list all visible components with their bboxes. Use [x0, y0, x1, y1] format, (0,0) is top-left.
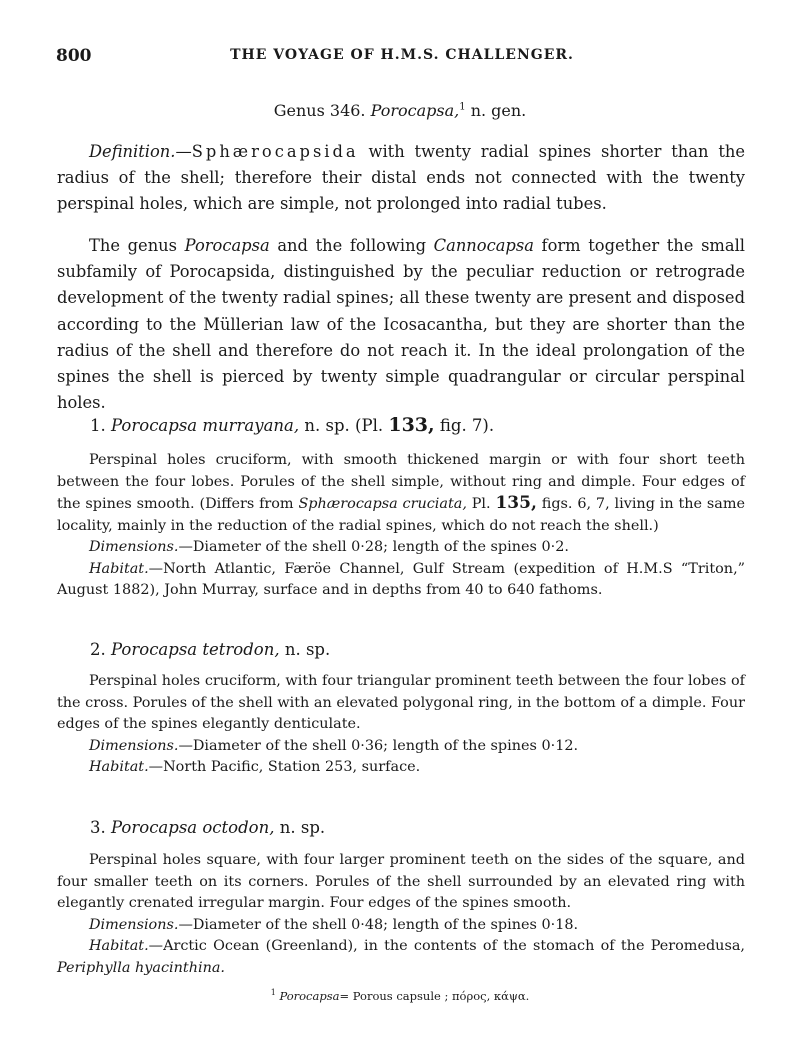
definition-dash: —: [175, 142, 192, 161]
dimensions-label: Dimensions.: [89, 737, 179, 754]
species-2-dimensions: [57, 736, 745, 758]
genus-prefix: Genus 346.: [273, 101, 366, 120]
species-2-habitat: [57, 757, 745, 779]
intro-genus-porocapsa: Porocapsa: [184, 236, 270, 255]
species-2-body: [57, 671, 745, 779]
species-name: Porocapsa murrayana,: [111, 416, 300, 435]
species-1-dimensions: [57, 537, 745, 559]
species-2-heading: [90, 640, 330, 659]
species-number: 1.: [90, 416, 106, 435]
intro-genus-cannocapsa: Cannocapsa: [433, 236, 534, 255]
habitat-text: —North Atlantic, Færöe Channel, Gulf Stream (expedition of H.M.S “Triton,” August 1882), John Murray, surface and in depths from 40 to 640 fathoms.: [57, 560, 745, 598]
definition-term: Sphærocapsida: [191, 142, 359, 161]
habitat-label: Habitat.: [89, 560, 149, 577]
species-number: 2.: [90, 640, 106, 659]
definition-text: with twenty radial spines shorter than the radius of the shell; therefore their distal ends not connected with the twenty perspinal holes, which are simple, not prolonged into radial tubes.: [57, 142, 745, 214]
species-2-description: Perspinal holes cruciform, with four triangular prominent teeth between the four lobes of the cross. Porules of the shell with an elevated polygonal ring, in the bottom of a dimple. Four edges of the spines elegantly denticulate.: [57, 673, 745, 732]
species-3-description: Perspinal holes square, with four larger prominent teeth on the sides of the square, and four smaller teeth on its corners. Porules of the shell surrounded by an elevated ring with elegantly crenated irregular margin. Four edges of the spines smooth.: [57, 852, 745, 911]
footnote: [0, 988, 800, 1003]
plate-number: 133,: [388, 414, 435, 436]
species-name: Porocapsa tetrodon,: [111, 640, 280, 659]
genus-heading: [0, 101, 800, 120]
species-1-habitat: [57, 559, 745, 602]
running-title: THE VOYAGE OF H.M.S. CHALLENGER.: [230, 47, 574, 63]
species-3-habitat: [57, 936, 745, 979]
page-number: 800: [56, 46, 92, 66]
species-3-heading: [90, 818, 325, 837]
footnote-term: Porocapsa: [279, 988, 340, 1003]
species-1-heading: [90, 414, 494, 436]
definition-paragraph: [57, 139, 745, 218]
species-3-body: [57, 850, 745, 979]
intro-text-3: form together the small subfamily of Porocapsida, distinguished by the peculiar reduction or retrograde development of the twenty radial spines; all these twenty are present and disposed according to the Müllerian law of the Icosacantha, but they are shorter than the radius of the shell and therefore do not reach it. In the ideal prolongation of the spines the shell is pierced by twenty simple quadrangular or circular perspinal holes.: [57, 236, 745, 413]
species-number: 3.: [90, 818, 106, 837]
intro-text-1: The genus: [89, 236, 185, 255]
species-name: Porocapsa octodon,: [111, 818, 275, 837]
genus-name: Porocapsa,: [370, 101, 460, 120]
dimensions-text: —Diameter of the shell 0·28; length of the spines 0·2.: [178, 539, 569, 555]
compare-plate-number: 135,: [495, 493, 537, 513]
intro-paragraph: [57, 233, 745, 416]
page-header: [56, 46, 748, 70]
footnote-ref: 1: [459, 101, 466, 113]
dimensions-text: —Diameter of the shell 0·36; length of the spines 0·12.: [178, 737, 579, 754]
dimensions-label: Dimensions.: [89, 539, 179, 555]
footnote-mark: 1: [270, 988, 276, 997]
species-1-description: [57, 450, 745, 537]
habitat-label: Habitat.: [89, 759, 149, 775]
footnote-text: = Porous capsule ; πόρος, κάψα.: [339, 988, 530, 1003]
habitat-text: —North Pacific, Station 253, surface.: [148, 759, 421, 775]
genus-suffix: n. gen.: [470, 101, 527, 120]
dimensions-text: —Diameter of the shell 0·48; length of the spines 0·18.: [178, 916, 579, 933]
species-status: n. sp. (Pl.: [304, 416, 384, 435]
habitat-text: —Arctic Ocean (Greenland), in the contents of the stomach of the Peromedusa,: [148, 938, 745, 954]
dimensions-label: Dimensions.: [89, 916, 179, 933]
compare-species-name: Sphærocapsa cruciata,: [298, 496, 467, 512]
species-status: n. sp.: [284, 640, 331, 659]
description-text-b: figs. 6, 7, living in the same locality, mainly in the reduction of the radial spines, which do not reach the shell.): [57, 496, 746, 534]
definition-label: Definition.: [89, 142, 176, 161]
figure-ref: fig. 7).: [439, 416, 495, 435]
compare-pl: Pl.: [466, 496, 496, 512]
description-text: Perspinal holes cruciform, with smooth thickened margin or with four short teeth between the four lobes. Porules of the shell simple, without ring and dimple. Four edges of the spines smooth. (Differs from: [57, 452, 745, 512]
host-species-name: Periphylla hyacinthina.: [57, 959, 225, 976]
species-status: n. sp.: [279, 818, 326, 837]
intro-text-2: and the following: [269, 236, 434, 255]
species-3-dimensions: [57, 915, 745, 937]
habitat-label: Habitat.: [89, 938, 149, 954]
species-1-body: [57, 450, 745, 602]
